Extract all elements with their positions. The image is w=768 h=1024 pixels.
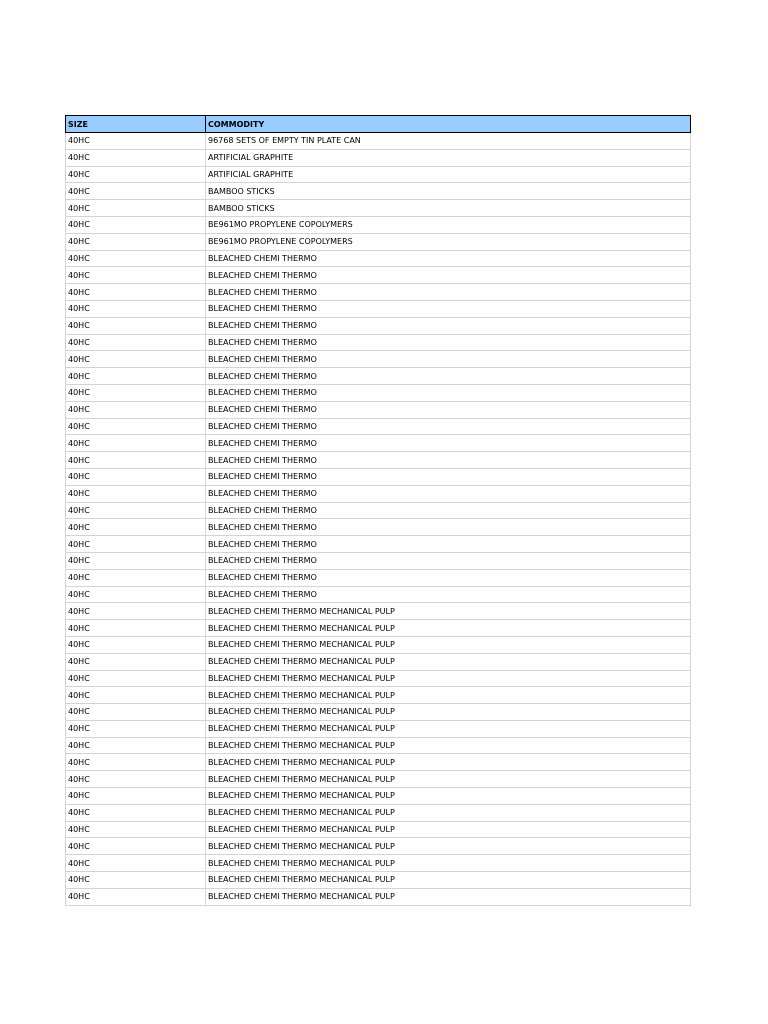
table-row	[66, 452, 691, 469]
cell-size: 40HC	[66, 200, 206, 217]
cell-size: 40HC	[66, 468, 206, 485]
cell-commodity: BLEACHED CHEMI THERMO MECHANICAL PULP	[206, 636, 691, 653]
cell-size: 40HC	[66, 300, 206, 317]
table-row	[66, 485, 691, 502]
table-row	[66, 183, 691, 200]
cell-size: 40HC	[66, 737, 206, 754]
cell-size: 40HC	[66, 502, 206, 519]
cell-commodity: BLEACHED CHEMI THERMO	[206, 418, 691, 435]
cell-size: 40HC	[66, 384, 206, 401]
cell-size: 40HC	[66, 149, 206, 166]
cell-commodity: BLEACHED CHEMI THERMO MECHANICAL PULP	[206, 704, 691, 721]
table-row	[66, 166, 691, 183]
table-row	[66, 149, 691, 166]
table-row	[66, 300, 691, 317]
cell-commodity: BLEACHED CHEMI THERMO	[206, 368, 691, 385]
cell-commodity: BLEACHED CHEMI THERMO MECHANICAL PULP	[206, 620, 691, 637]
cell-size: 40HC	[66, 351, 206, 368]
table-row	[66, 737, 691, 754]
cell-commodity: BLEACHED CHEMI THERMO	[206, 334, 691, 351]
cell-commodity: BLEACHED CHEMI THERMO	[206, 519, 691, 536]
table-row	[66, 603, 691, 620]
cell-commodity: BLEACHED CHEMI THERMO MECHANICAL PULP	[206, 687, 691, 704]
table-row	[66, 351, 691, 368]
table-row	[66, 216, 691, 233]
cell-commodity: BLEACHED CHEMI THERMO	[206, 552, 691, 569]
table-row	[66, 317, 691, 334]
table-row	[66, 267, 691, 284]
cell-commodity: BLEACHED CHEMI THERMO MECHANICAL PULP	[206, 788, 691, 805]
cell-size: 40HC	[66, 788, 206, 805]
table-row	[66, 636, 691, 653]
cell-commodity: BAMBOO STICKS	[206, 200, 691, 217]
table-row	[66, 519, 691, 536]
table-row	[66, 233, 691, 250]
table-row	[66, 771, 691, 788]
table-row	[66, 435, 691, 452]
cell-commodity: BLEACHED CHEMI THERMO	[206, 384, 691, 401]
cell-commodity: BLEACHED CHEMI THERMO	[206, 267, 691, 284]
cell-size: 40HC	[66, 166, 206, 183]
table-row	[66, 653, 691, 670]
table-row	[66, 821, 691, 838]
table-row	[66, 586, 691, 603]
cell-commodity: BLEACHED CHEMI THERMO MECHANICAL PULP	[206, 821, 691, 838]
cell-size: 40HC	[66, 267, 206, 284]
table-row	[66, 838, 691, 855]
table-row	[66, 888, 691, 905]
cell-size: 40HC	[66, 519, 206, 536]
cell-size: 40HC	[66, 771, 206, 788]
cell-size: 40HC	[66, 603, 206, 620]
table-row	[66, 384, 691, 401]
cell-size: 40HC	[66, 368, 206, 385]
cell-size: 40HC	[66, 435, 206, 452]
table-row	[66, 250, 691, 267]
commodity-table	[65, 115, 691, 906]
cell-commodity: BLEACHED CHEMI THERMO	[206, 569, 691, 586]
cell-commodity: BLEACHED CHEMI THERMO	[206, 435, 691, 452]
table-row	[66, 133, 691, 150]
table-row	[66, 368, 691, 385]
column-header-size: SIZE	[66, 116, 206, 133]
table-row	[66, 872, 691, 889]
table-row	[66, 687, 691, 704]
cell-size: 40HC	[66, 653, 206, 670]
cell-size: 40HC	[66, 284, 206, 301]
cell-size: 40HC	[66, 536, 206, 553]
cell-commodity: BLEACHED CHEMI THERMO MECHANICAL PULP	[206, 838, 691, 855]
cell-size: 40HC	[66, 485, 206, 502]
cell-commodity: BLEACHED CHEMI THERMO	[206, 401, 691, 418]
table-row	[66, 855, 691, 872]
table-row	[66, 284, 691, 301]
cell-size: 40HC	[66, 586, 206, 603]
cell-size: 40HC	[66, 569, 206, 586]
cell-size: 40HC	[66, 233, 206, 250]
table-row	[66, 754, 691, 771]
cell-commodity: BLEACHED CHEMI THERMO	[206, 317, 691, 334]
cell-commodity: BLEACHED CHEMI THERMO MECHANICAL PULP	[206, 855, 691, 872]
cell-size: 40HC	[66, 133, 206, 150]
cell-size: 40HC	[66, 334, 206, 351]
table-row	[66, 468, 691, 485]
cell-size: 40HC	[66, 888, 206, 905]
table-row	[66, 569, 691, 586]
cell-size: 40HC	[66, 670, 206, 687]
table-row	[66, 720, 691, 737]
cell-size: 40HC	[66, 317, 206, 334]
cell-commodity: BLEACHED CHEMI THERMO MECHANICAL PULP	[206, 804, 691, 821]
cell-commodity: BLEACHED CHEMI THERMO	[206, 536, 691, 553]
cell-size: 40HC	[66, 720, 206, 737]
cell-commodity: BLEACHED CHEMI THERMO	[206, 351, 691, 368]
cell-size: 40HC	[66, 687, 206, 704]
table-body	[66, 133, 691, 906]
cell-commodity: BLEACHED CHEMI THERMO MECHANICAL PULP	[206, 737, 691, 754]
table-row	[66, 620, 691, 637]
table-row	[66, 334, 691, 351]
table-row	[66, 804, 691, 821]
cell-commodity: BE961MO PROPYLENE COPOLYMERS	[206, 216, 691, 233]
cell-size: 40HC	[66, 183, 206, 200]
cell-size: 40HC	[66, 804, 206, 821]
header-row	[66, 116, 691, 133]
cell-commodity: BLEACHED CHEMI THERMO MECHANICAL PULP	[206, 754, 691, 771]
cell-commodity: BLEACHED CHEMI THERMO MECHANICAL PULP	[206, 653, 691, 670]
cell-size: 40HC	[66, 855, 206, 872]
cell-commodity: BLEACHED CHEMI THERMO MECHANICAL PULP	[206, 771, 691, 788]
table-row	[66, 788, 691, 805]
cell-commodity: BLEACHED CHEMI THERMO MECHANICAL PULP	[206, 720, 691, 737]
cell-size: 40HC	[66, 754, 206, 771]
cell-commodity: BLEACHED CHEMI THERMO MECHANICAL PULP	[206, 888, 691, 905]
cell-commodity: BLEACHED CHEMI THERMO	[206, 468, 691, 485]
cell-commodity: BAMBOO STICKS	[206, 183, 691, 200]
cell-commodity: BLEACHED CHEMI THERMO MECHANICAL PULP	[206, 603, 691, 620]
cell-size: 40HC	[66, 838, 206, 855]
cell-commodity: BLEACHED CHEMI THERMO	[206, 485, 691, 502]
cell-commodity: BLEACHED CHEMI THERMO	[206, 284, 691, 301]
table-row	[66, 536, 691, 553]
cell-size: 40HC	[66, 250, 206, 267]
cell-commodity: BLEACHED CHEMI THERMO MECHANICAL PULP	[206, 670, 691, 687]
table-row	[66, 418, 691, 435]
cell-commodity: BLEACHED CHEMI THERMO	[206, 300, 691, 317]
cell-commodity: BE961MO PROPYLENE COPOLYMERS	[206, 233, 691, 250]
cell-size: 40HC	[66, 620, 206, 637]
cell-commodity: BLEACHED CHEMI THERMO	[206, 250, 691, 267]
cell-size: 40HC	[66, 821, 206, 838]
cell-size: 40HC	[66, 418, 206, 435]
cell-commodity: BLEACHED CHEMI THERMO	[206, 452, 691, 469]
table-row	[66, 552, 691, 569]
cell-size: 40HC	[66, 636, 206, 653]
cell-size: 40HC	[66, 216, 206, 233]
cell-commodity: ARTIFICIAL GRAPHITE	[206, 149, 691, 166]
cell-size: 40HC	[66, 401, 206, 418]
cell-size: 40HC	[66, 704, 206, 721]
cell-commodity: BLEACHED CHEMI THERMO	[206, 502, 691, 519]
cell-size: 40HC	[66, 452, 206, 469]
table-row	[66, 502, 691, 519]
cell-commodity: BLEACHED CHEMI THERMO	[206, 586, 691, 603]
table-row	[66, 670, 691, 687]
cell-commodity: ARTIFICIAL GRAPHITE	[206, 166, 691, 183]
cell-size: 40HC	[66, 872, 206, 889]
table-row	[66, 704, 691, 721]
column-header-commodity: COMMODITY	[206, 116, 691, 133]
cell-size: 40HC	[66, 552, 206, 569]
cell-commodity: BLEACHED CHEMI THERMO MECHANICAL PULP	[206, 872, 691, 889]
cell-commodity: 96768 SETS OF EMPTY TIN PLATE CAN	[206, 133, 691, 150]
table-row	[66, 200, 691, 217]
table-row	[66, 401, 691, 418]
